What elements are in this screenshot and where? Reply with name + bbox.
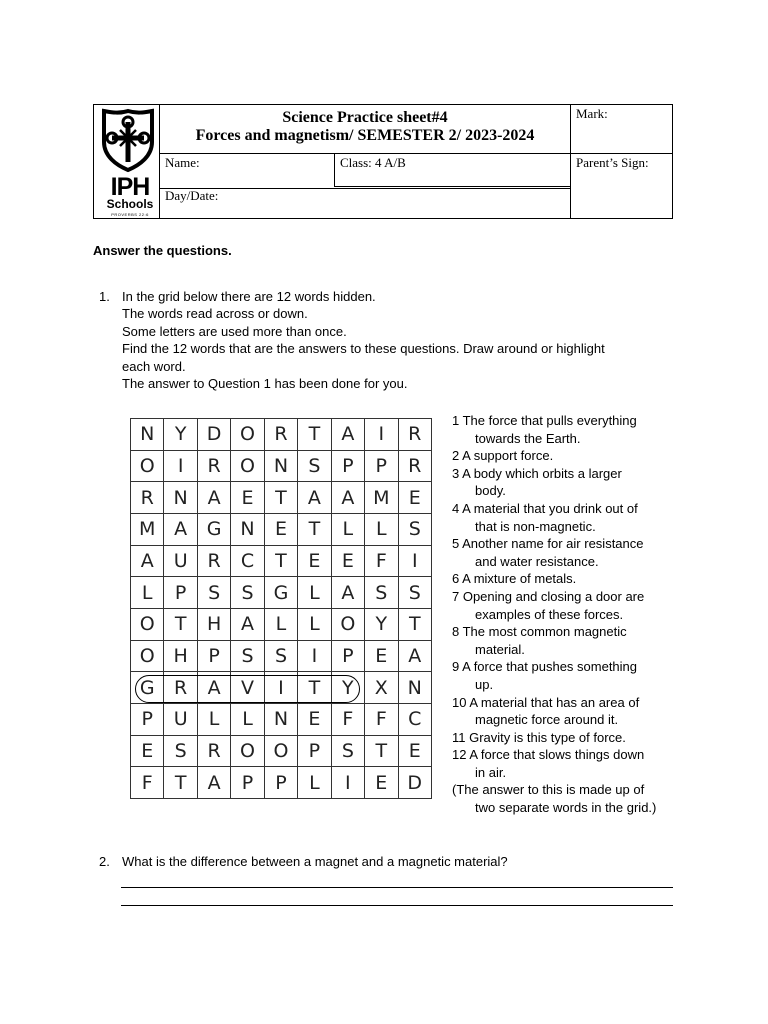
grid-cell[interactable]: R bbox=[398, 450, 432, 482]
grid-cell[interactable]: P bbox=[197, 640, 230, 672]
grid-cell[interactable]: L bbox=[197, 703, 230, 735]
grid-row bbox=[131, 672, 432, 704]
clue-text-continued: up. bbox=[475, 676, 494, 692]
grid-cell[interactable]: S bbox=[398, 577, 432, 609]
grid-cell[interactable]: L bbox=[298, 577, 331, 609]
grid-cell[interactable]: S bbox=[264, 640, 297, 672]
clue-item bbox=[452, 535, 682, 570]
answer-line[interactable] bbox=[121, 887, 673, 888]
mark-label: Mark: bbox=[576, 106, 608, 121]
grid-cell[interactable]: S bbox=[164, 735, 197, 767]
grid-cell[interactable]: E bbox=[131, 735, 164, 767]
clue-text: 8 The most common magnetic bbox=[452, 624, 627, 640]
logo-text-schools: Schools bbox=[106, 197, 154, 211]
clue-item bbox=[452, 465, 682, 500]
clue-item bbox=[452, 412, 682, 447]
grid-cell[interactable]: O bbox=[331, 608, 364, 640]
question-1-line: Some letters are used more than once. bbox=[122, 324, 347, 339]
grid-cell[interactable]: E bbox=[298, 703, 331, 735]
instructions: Answer the questions. bbox=[93, 243, 232, 258]
grid-cell[interactable]: E bbox=[331, 545, 364, 577]
word-search-table bbox=[130, 418, 432, 799]
grid-cell[interactable]: H bbox=[164, 640, 197, 672]
grid-cell[interactable]: S bbox=[231, 577, 264, 609]
grid-cell[interactable]: E bbox=[298, 545, 331, 577]
grid-cell[interactable]: P bbox=[164, 577, 197, 609]
grid-cell[interactable]: E bbox=[231, 482, 264, 514]
grid-row bbox=[131, 767, 432, 799]
logo-text-iph: IPH bbox=[110, 173, 150, 201]
grid-cell[interactable]: P bbox=[231, 767, 264, 799]
header-table bbox=[93, 104, 673, 219]
grid-cell[interactable]: A bbox=[298, 482, 331, 514]
grid-cell[interactable]: M bbox=[131, 513, 164, 545]
grid-cell[interactable]: U bbox=[164, 545, 197, 577]
grid-cell[interactable]: Y bbox=[365, 608, 398, 640]
clue-text: 4 A material that you drink out of bbox=[452, 500, 638, 516]
grid-cell[interactable]: U bbox=[164, 703, 197, 735]
grid-cell[interactable]: G bbox=[131, 672, 164, 704]
clue-text: 10 A material that has an area of bbox=[452, 694, 640, 710]
clue-text: (The answer to this is made up of bbox=[452, 782, 645, 798]
grid-cell[interactable]: D bbox=[197, 419, 230, 451]
grid-cell[interactable]: P bbox=[365, 450, 398, 482]
grid-cell[interactable]: R bbox=[264, 419, 297, 451]
question-2-number: 2. bbox=[99, 854, 110, 869]
school-logo bbox=[98, 108, 158, 216]
grid-cell[interactable]: G bbox=[264, 577, 297, 609]
grid-cell[interactable]: T bbox=[298, 419, 331, 451]
grid-row bbox=[131, 545, 432, 577]
grid-cell[interactable]: N bbox=[264, 703, 297, 735]
grid-cell[interactable]: O bbox=[231, 419, 264, 451]
grid-cell[interactable]: S bbox=[365, 577, 398, 609]
sheet-title: Science Practice sheet#4 bbox=[282, 109, 448, 126]
grid-cell[interactable]: N bbox=[398, 672, 432, 704]
grid-row bbox=[131, 608, 432, 640]
grid-cell[interactable]: V bbox=[231, 672, 264, 704]
clue-text-continued: and water resistance. bbox=[475, 553, 599, 569]
grid-row bbox=[131, 419, 432, 451]
clue-text-continued: that is non-magnetic. bbox=[475, 518, 596, 534]
grid-cell[interactable]: Y bbox=[164, 419, 197, 451]
clue-text: 9 A force that pushes something bbox=[452, 659, 638, 675]
grid-cell[interactable]: A bbox=[131, 545, 164, 577]
grid-cell[interactable]: L bbox=[131, 577, 164, 609]
grid-cell[interactable]: I bbox=[264, 672, 297, 704]
grid-cell[interactable]: S bbox=[231, 640, 264, 672]
grid-cell[interactable]: C bbox=[231, 545, 264, 577]
grid-cell[interactable]: A bbox=[398, 640, 432, 672]
clue-text-continued: material. bbox=[475, 641, 525, 657]
grid-cell[interactable]: I bbox=[298, 640, 331, 672]
clue-text-continued: magnetic force around it. bbox=[475, 712, 619, 728]
sheet-subtitle: Forces and magnetism/ SEMESTER 2/ 2023-2024 bbox=[195, 127, 535, 144]
grid-cell[interactable]: C bbox=[398, 703, 432, 735]
grid-cell[interactable]: T bbox=[164, 608, 197, 640]
grid-cell[interactable]: A bbox=[331, 482, 364, 514]
grid-cell[interactable]: O bbox=[231, 735, 264, 767]
clue-item bbox=[452, 658, 682, 693]
grid-cell[interactable]: I bbox=[398, 545, 432, 577]
grid-cell[interactable]: O bbox=[131, 640, 164, 672]
clue-text: 3 A body which orbits a larger bbox=[452, 465, 622, 481]
grid-cell[interactable]: N bbox=[131, 419, 164, 451]
clue-text-continued: towards the Earth. bbox=[475, 430, 581, 446]
grid-cell[interactable]: A bbox=[331, 577, 364, 609]
question-1-line: The answer to Question 1 has been done for you. bbox=[122, 376, 408, 391]
grid-cell[interactable]: S bbox=[331, 735, 364, 767]
grid-cell[interactable]: T bbox=[298, 513, 331, 545]
logo-motto: PROVERBS 22:6 bbox=[111, 212, 149, 217]
clue-item bbox=[452, 623, 682, 658]
grid-cell[interactable]: T bbox=[264, 482, 297, 514]
day-date-label: Day/Date: bbox=[165, 188, 219, 203]
clue-item bbox=[452, 746, 682, 781]
grid-cell[interactable]: A bbox=[231, 608, 264, 640]
grid-cell[interactable]: A bbox=[331, 419, 364, 451]
grid-cell[interactable]: F bbox=[365, 703, 398, 735]
grid-cell[interactable]: E bbox=[398, 482, 432, 514]
clue-text: 6 A mixture of metals. bbox=[452, 571, 577, 587]
clue-item bbox=[452, 694, 682, 729]
grid-cell[interactable]: F bbox=[131, 767, 164, 799]
grid-cell[interactable]: N bbox=[231, 513, 264, 545]
question-1-line: each word. bbox=[122, 359, 186, 374]
grid-row bbox=[131, 513, 432, 545]
question-1-line: Find the 12 words that are the answers to these questions. Draw around or highlight bbox=[122, 341, 605, 356]
clue-item bbox=[452, 570, 682, 588]
grid-cell[interactable]: R bbox=[131, 482, 164, 514]
grid-cell[interactable]: S bbox=[197, 577, 230, 609]
clue-text: 7 Opening and closing a door are bbox=[452, 588, 645, 604]
grid-cell[interactable]: E bbox=[365, 767, 398, 799]
grid-cell[interactable]: T bbox=[264, 545, 297, 577]
grid-cell[interactable]: P bbox=[331, 450, 364, 482]
grid-cell[interactable]: R bbox=[197, 450, 230, 482]
clue-list bbox=[452, 412, 682, 817]
clue-text-continued: in air. bbox=[475, 764, 507, 780]
grid-cell[interactable]: P bbox=[131, 703, 164, 735]
grid-cell[interactable]: E bbox=[398, 735, 432, 767]
grid-cell[interactable]: L bbox=[298, 767, 331, 799]
grid-cell[interactable]: L bbox=[365, 513, 398, 545]
grid-cell[interactable]: L bbox=[298, 608, 331, 640]
grid-cell[interactable]: O bbox=[231, 450, 264, 482]
grid-row bbox=[131, 577, 432, 609]
grid-cell[interactable]: P bbox=[298, 735, 331, 767]
grid-cell[interactable]: I bbox=[365, 419, 398, 451]
grid-cell[interactable]: Y bbox=[331, 672, 364, 704]
grid-cell[interactable]: O bbox=[264, 735, 297, 767]
grid-row bbox=[131, 450, 432, 482]
grid-cell[interactable]: O bbox=[131, 608, 164, 640]
grid-cell[interactable]: P bbox=[264, 767, 297, 799]
grid-row bbox=[131, 482, 432, 514]
name-label: Name: bbox=[165, 155, 200, 170]
grid-cell[interactable]: F bbox=[331, 703, 364, 735]
clue-item bbox=[452, 447, 682, 465]
answer-line[interactable] bbox=[121, 905, 673, 906]
grid-cell[interactable]: N bbox=[264, 450, 297, 482]
clue-text: 1 The force that pulls everything bbox=[452, 413, 637, 428]
grid-cell[interactable]: X bbox=[365, 672, 398, 704]
clue-text: 2 A support force. bbox=[452, 448, 554, 464]
grid-cell[interactable]: A bbox=[197, 482, 230, 514]
clue-text: 5 Another name for air resistance bbox=[452, 536, 644, 552]
question-1-line: In the grid below there are 12 words hidden. bbox=[122, 289, 376, 304]
grid-cell[interactable]: R bbox=[197, 735, 230, 767]
grid-cell[interactable]: L bbox=[264, 608, 297, 640]
grid-cell[interactable]: T bbox=[164, 767, 197, 799]
cross-shield-icon bbox=[98, 108, 158, 174]
grid-cell[interactable]: I bbox=[331, 767, 364, 799]
grid-cell[interactable]: T bbox=[398, 608, 432, 640]
clue-text-continued: examples of these forces. bbox=[475, 606, 624, 622]
parent-sign-label: Parent’s Sign: bbox=[576, 155, 649, 170]
grid-cell[interactable]: G bbox=[197, 513, 230, 545]
grid-cell[interactable]: E bbox=[365, 640, 398, 672]
grid-cell[interactable]: P bbox=[331, 640, 364, 672]
clue-item bbox=[452, 781, 682, 816]
grid-cell[interactable]: M bbox=[365, 482, 398, 514]
grid-cell[interactable]: A bbox=[164, 513, 197, 545]
clue-text: 12 A force that slows things down bbox=[452, 747, 645, 763]
grid-row bbox=[131, 640, 432, 672]
clue-item bbox=[452, 500, 682, 535]
grid-cell[interactable]: I bbox=[164, 450, 197, 482]
grid-cell[interactable]: T bbox=[298, 672, 331, 704]
clue-item bbox=[452, 588, 682, 623]
grid-cell[interactable]: D bbox=[398, 767, 432, 799]
clue-text: 11 Gravity is this type of force. bbox=[452, 729, 626, 745]
question-2-text: What is the difference between a magnet and a magnetic material? bbox=[122, 854, 508, 869]
clue-item bbox=[452, 729, 682, 747]
grid-cell[interactable]: R bbox=[197, 545, 230, 577]
clue-text-continued: two separate words in the grid.) bbox=[475, 800, 657, 816]
grid-cell[interactable]: R bbox=[398, 419, 432, 451]
grid-row bbox=[131, 703, 432, 735]
question-1-line: The words read across or down. bbox=[122, 306, 308, 321]
grid-cell[interactable]: S bbox=[398, 513, 432, 545]
grid-cell[interactable]: E bbox=[264, 513, 297, 545]
grid-cell[interactable]: T bbox=[365, 735, 398, 767]
word-search-grid bbox=[130, 418, 432, 799]
clue-text-continued: body. bbox=[475, 483, 506, 499]
grid-cell[interactable]: N bbox=[164, 482, 197, 514]
grid-cell[interactable]: S bbox=[298, 450, 331, 482]
class-label: Class: 4 A/B bbox=[340, 155, 406, 170]
question-1-number: 1. bbox=[99, 289, 110, 304]
grid-cell[interactable]: R bbox=[164, 672, 197, 704]
grid-row bbox=[131, 735, 432, 767]
grid-cell[interactable]: L bbox=[231, 703, 264, 735]
grid-cell[interactable]: A bbox=[197, 672, 230, 704]
grid-cell[interactable]: O bbox=[131, 450, 164, 482]
grid-cell[interactable]: L bbox=[331, 513, 364, 545]
grid-cell[interactable]: A bbox=[197, 767, 230, 799]
grid-cell[interactable]: H bbox=[197, 608, 230, 640]
grid-cell[interactable]: F bbox=[365, 545, 398, 577]
